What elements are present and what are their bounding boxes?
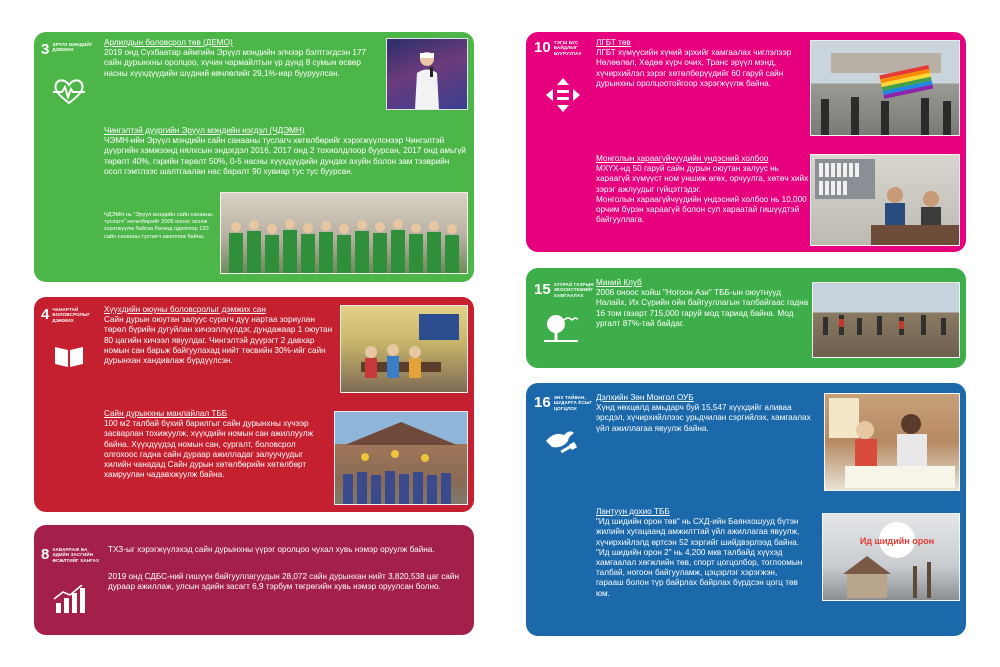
- sdg3-number: 3: [41, 41, 50, 58]
- sdg16-block-lantuun: [596, 507, 806, 599]
- chdemn-title: Чингэлтэй дүүргийн Эрүүл мэндийн нэгдэл (ЧДЭМН): [104, 126, 305, 135]
- building-photo: [334, 411, 468, 505]
- lantuun-title: Лантуун дохио ТББ: [596, 507, 670, 516]
- tree-bird-icon: [544, 314, 578, 344]
- sdg3-badge: [41, 42, 96, 57]
- sdg15-number: 15: [534, 281, 551, 298]
- demo-title: Арлилдын боловсрол төв (ДЕМО): [104, 38, 233, 47]
- sdg16-badge: [534, 395, 594, 411]
- sdg4-block-leadership: [104, 409, 330, 480]
- worldvision-title: Дэлхийн Зөн Монгол ОУБ: [596, 393, 694, 402]
- sdg10-block-lgbt: [596, 38, 810, 89]
- sdg10-number: 10: [534, 39, 551, 56]
- sdg15-badge: [534, 282, 594, 298]
- sdg4-card: [34, 297, 474, 512]
- sdg4-title: ЧАНАРТАЙ БОЛОВСРОЛЫГ ДЭМЖИХ: [52, 307, 91, 323]
- sdg10-badge: [534, 40, 596, 56]
- sdg4-block-fund: [104, 305, 336, 366]
- sdg4-badge: [41, 307, 96, 323]
- worldvision-photo: [824, 393, 960, 491]
- classroom-image: [341, 306, 467, 392]
- children-center-image: [823, 514, 959, 600]
- demo-photo: [386, 38, 468, 110]
- club-text: 2006 оноос хойш "Ногоон Ази" ТББ-ын оюутнууд Налайх, Их Сүрийн ойн байгууллагын талбайгаас гадна 16 том газарт 715,000 гаруй мод тариад байна. Мод ургалт 87%-тай байдаг.: [596, 288, 809, 328]
- dove-gavel-icon: [544, 427, 580, 455]
- sdg8-badge: [41, 547, 101, 563]
- lantuun-photo: [822, 513, 960, 601]
- sdg8-card: [34, 525, 474, 635]
- chdemn-note: ЧДЭМН нь "Эрүүл мэндийн сайн санааны туслагч" хөтөлбөрийг 2006 оноос эхэлж хэрэгжүүлж байгаа бөгөөд одоогоор 120 сайн санааны туслагч ажиллаж байна.: [104, 212, 213, 240]
- children-drawing-image: [825, 394, 959, 490]
- club-title: Миний Клуб: [596, 278, 642, 287]
- club-photo: [812, 282, 960, 358]
- sdg8-text-1: ТХЗ-ыг хэрэгжүүлэхэд сайн дурынхны үүрэг оролцоо чухал хувь нэмэр оруулж байна.: [108, 545, 435, 554]
- sdg3-card: [34, 32, 474, 282]
- sdg8-number: 8: [41, 546, 50, 563]
- sdg8-title: ХАВАРЛАЖ БА ЭДИЙН ЗАСГИЙН ӨСӨЛТИЙГ ХАНГАХ: [52, 547, 100, 563]
- leadership-text: 100 м2 талбай бүхий барилгыг сайн дурынхны хүчээр засварлан тохижуулж, хүүхдийн номын сан ажиллуулж байна. Хүүхдүүдэд номын сан, сургалт, боловсрол олгохоос гадна сайн дурaар ажилладаг залуучуудыг хилийн чанадад Сайн дурын хөтөлбөрийн хөтөлбөрт хамруулан чадавхжуулж байна.: [104, 419, 314, 480]
- sdg16-title: ЭНХ ТАЙВАН, ШУДАРГА ЁСЫГ ЦОГЦЛОХ: [553, 395, 593, 411]
- sdg16-card: [526, 383, 966, 636]
- fund-photo: [340, 305, 468, 393]
- lantuun-text-2: "Ид шидийн орон 2" нь 4,200 мкв талбайд хүүхэд хамгаалал хөгжлийн төв, спорт цогцолбор, тоглоомын талбай, ногоон байгууламж, цэцэрлэг хэрэгжэн, гарааш болон түр байрлах байрлах бүрдсэн цогц төв юм.: [596, 547, 803, 598]
- svg-text:Ид шидийн орон: Ид шидийн орон: [859, 536, 935, 546]
- sdg16-block-worldvision: [596, 393, 818, 434]
- sdg15-title: ХУУРАЙ ГАЗРЫН ЭКОСИСТЕМИЙГ ХАМГААЛАХ: [553, 282, 594, 298]
- growth-chart-icon: [53, 585, 85, 613]
- blind-text-1: МХҮХ-нд 50 гаруй сайн дурын оюутан залуус нь хараагүй хүмүүст ном уншиж өгөх, орчуулга, хөтөч хийх зэрэг ажлуудыг гүйцэтгэдэг.: [596, 164, 809, 194]
- lgbt-photo: [810, 40, 960, 136]
- fund-title: Хүүхдийн оюуны боловсролыг дэмжих сан: [104, 305, 266, 314]
- sdg3-title: ЭРҮҮЛ МЭНДИЙГ ДЭМЖИХ: [52, 42, 93, 53]
- tree-planting-image: [813, 283, 959, 357]
- heartbeat-icon: [53, 78, 85, 106]
- sdg8-text-2: 2019 онд СДБС-ний гишүүн байгууллагуудын 28,072 сайн дурынхан нийт 3,820,538 цаг сайн дураар ажиллаж, улсын эдийн засагт 6,9 тэрбум төгрөгийн хувь нэмэр оруулсан болно.: [108, 572, 460, 592]
- sdg16-number: 16: [534, 394, 551, 411]
- speaker-image: [387, 39, 467, 109]
- sdg15-block-club: [596, 278, 810, 329]
- chdemn-photo: [220, 192, 468, 274]
- fund-text: Сайн дурын оюутан залуус сурагч дүү нартаа зориулан төрөл бүрийн дугуйлан хичээллүүлдэг, дундажаар 1 оюутан 80 цагийн хичээл явуулдаг. Чингэлтэй дүүрэгт 2 давхар номын сан барьж байгуулахад нийт төсвийн 30%-ийг сайн дурынхан хандивлаж бүрдүүлсэн.: [104, 315, 333, 366]
- lantuun-text-1: "Ид шидийн орон төв" нь СХД-ийн Баянхошууд бүтэн жилийн хугацаанд амжилттай үйл ажиллагаа явуулж, хүчирхийлэлд өртсэн 52 хэргийг шийдвэрлээд байна.: [596, 517, 800, 547]
- library-image: [811, 155, 959, 245]
- open-book-icon: [53, 343, 85, 369]
- demo-text: 2019 онд Сүхбаатар аймгийн Эрүүл мэндийн элчээр бэлтгэгдсэн 177 сайн дурынхны оролцоо, хүчин чармайлтын үр дүнд 8 сумын өсвөр насны хүүхдүүдийн шүдний өвчлөлийг 29,1%-иар бууруулсан.: [104, 48, 367, 78]
- chdemn-text: ЧЭМН-ийн Эрүүл мэндийн сайн санааны туслагч хөтөлбөрийг хэрэгжүүлснээр Чингэлтэй дүүргийн хэмжээнд нялхсын эндэгдэл 2016, 2017 онд 2 тохиолдлоор буурсан, 2017 онд амьгүй төрөлт 40%, гэрийн төрөлт 50%, 0-5 насны хүүхдүүдийн дундах ахуйн болон зам тээврийн осол гэмтлээс шалтгаалан нас баралт 90 хувиар тус тус буурсан.: [104, 136, 466, 176]
- sdg3-block-demo: [104, 38, 382, 79]
- magic-land-logo: [860, 522, 934, 558]
- sdg15-card: [526, 268, 966, 368]
- sdg3-block-chdemn: [104, 126, 468, 177]
- rainbow-flag-image: [811, 41, 959, 135]
- sdg4-number: 4: [41, 306, 50, 323]
- leadership-title: Сайн дурынхны манлайлал ТББ: [104, 409, 228, 418]
- blind-title: Монголын хараагүйчүүдийн үндэсний холбоо: [596, 154, 769, 163]
- sdg10-title: ТЭГШ БУС БАЙДЛЫГ БУУРУУЛАХ: [553, 40, 582, 56]
- lgbt-text: ЛГБТ хүмүүсийн хүний эрхийг хамгаалах чиглэлээр Нөлөөлөл, Хөдөө хүрч очих, Транс эрүүл мэнд, хүчирхийлэл зэрэг хөтөлбөрүүдийг 60 гаруй сайн дурынхны оролцоотойгоор хэрэгжүүлж байна.: [596, 48, 792, 88]
- worldvision-text: Хүнд нөхцөлд амьдарч буй 15,547 хүүхдийг аливаа эрсдэл, хүчирхийллээс урьдчилан сэргийлэх, хамгаалах үйл ажиллагаа явуулж байна.: [596, 403, 811, 433]
- sdg10-block-blind: [596, 154, 810, 225]
- lgbt-title: ЛГБТ төв: [596, 38, 631, 47]
- blind-text-2: Монголын хараагүйчүүдийн үндэсний холбоо нь 10,000 орчим бүрэн хараагүй болон сул хараатай гишүүдтэй байгууллага.: [596, 194, 807, 225]
- equality-arrows-icon: [546, 78, 580, 112]
- sdg10-card: [526, 32, 966, 252]
- blind-photo: [810, 154, 960, 246]
- group-building-image: [335, 412, 467, 504]
- volunteers-group-image: [221, 193, 467, 273]
